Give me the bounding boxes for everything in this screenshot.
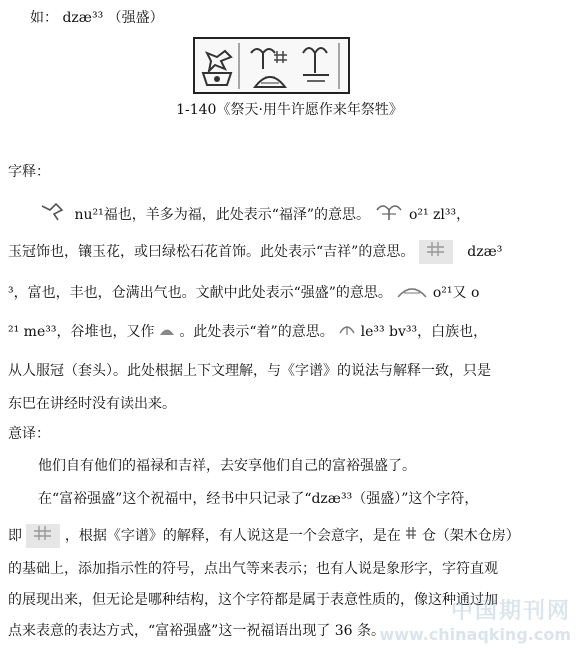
explanation-line-6: 东巴在讲经时没有读出来。	[8, 396, 176, 412]
translation-line-4: 的基础上，添加指示性的符号，点出气等来表示；也有人说是象形字，字符直观	[8, 561, 498, 577]
wood-granary-icon	[405, 526, 417, 546]
explanation-text-2b: dzæ³	[467, 244, 503, 260]
translation-heading: 意译：	[8, 426, 50, 442]
explanation-text-1b: o²¹ zl³³，	[408, 207, 471, 223]
translation-line-2: 在“富裕强盛”这个祝福中，经书中只记录了“dzæ³³（强盛）”这个字符，	[38, 491, 479, 507]
explanation-text-2a: 玉冠饰也，镶玉花，或曰绿松石花首饰。此处表示“吉祥”的意思。	[8, 244, 415, 260]
explanation-text-4c: le³³ bv³³，白族也，	[360, 324, 488, 340]
intro-phonetic: dzæ³³	[62, 10, 104, 26]
translation-text-3b: ，根据《字谱》的解释，有人说这是一个会意字，是在	[64, 528, 401, 544]
translation-line-1: 他们自有他们的福禄和吉祥，去安享他们自己的富裕强盛了。	[38, 458, 416, 474]
translation-line-3	[8, 524, 520, 548]
small-grain-pile-icon	[159, 322, 175, 342]
explanation-text-3a: ³，富也，丰也，仓满出气也。文献中此处表示“强盛”的意思。	[8, 285, 392, 301]
jade-flower-glyph-icon	[374, 202, 404, 228]
translation-text-3c: 仓（架木仓房）	[421, 528, 520, 544]
manuscript-figure	[193, 37, 350, 94]
hat-glyph-icon	[338, 321, 356, 343]
explanation-text-1a: nu²¹福也，羊多为福，此处表示“福泽”的意思。	[74, 207, 371, 223]
explanation-text-4b: 。此处表示“着”的意思。	[179, 324, 334, 340]
watermark-chinese: 中国期刊网	[450, 599, 571, 624]
figure-caption: 1-140《祭天·用牛许愿作来年祭牲》	[176, 102, 403, 118]
sheep-glyph-icon	[40, 202, 70, 228]
translation-line-6: 点来表意的表达方式，“富裕强盛”这一祝福语出现了 36 条。	[8, 623, 386, 639]
intro-line	[30, 8, 164, 28]
explanation-line-1	[40, 202, 470, 228]
explanation-text-4a: ²¹ me³³，谷堆也，又作	[8, 324, 155, 340]
grain-pile-glyph-icon	[396, 281, 428, 305]
translation-line-5: 的展现出来，但无论是哪种结构，这个字符都是属于表意性质的，像这种通过加	[8, 592, 498, 608]
translation-text-3a: 即	[8, 528, 22, 544]
explanation-line-2	[8, 240, 502, 264]
explanation-line-3	[8, 281, 479, 305]
explanation-line-4	[8, 321, 487, 343]
dongba-manuscript-icon	[195, 39, 348, 92]
granary-glyph-icon	[419, 240, 453, 264]
granary-glyph-inline-icon	[26, 524, 60, 548]
explanation-heading: 字释：	[8, 164, 50, 180]
explanation-text-3b: o²¹又 o	[432, 285, 480, 301]
intro-prefix: 如：	[30, 10, 58, 26]
intro-gloss: （强盛）	[107, 10, 164, 26]
watermark-url: www.chinaqking.com	[379, 625, 571, 644]
explanation-line-5: 从人服冠（套头）。此处根据上下文理解，与《字谱》的说法与解释一致，只是	[8, 363, 491, 379]
